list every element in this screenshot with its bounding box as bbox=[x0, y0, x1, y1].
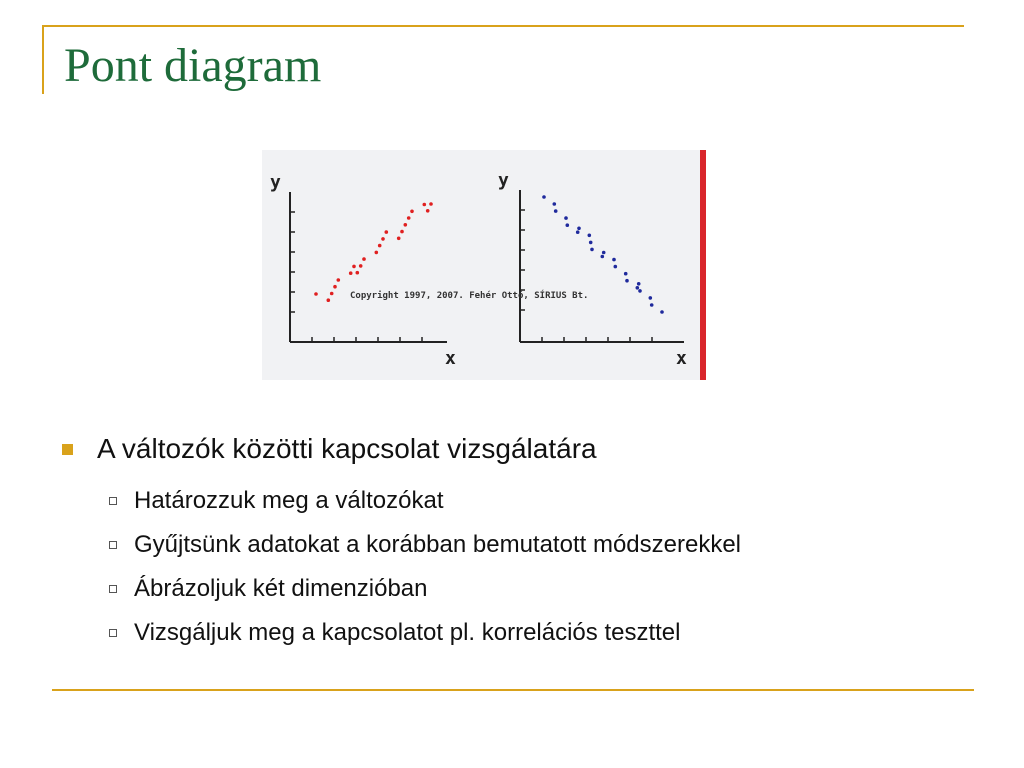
blue-scatter-point bbox=[554, 209, 558, 213]
blue-scatter-point bbox=[589, 241, 593, 245]
red-scatter-point bbox=[385, 230, 389, 234]
red-scatter-point bbox=[314, 292, 318, 296]
bullet-sub-text: Határozzuk meg a változókat bbox=[134, 487, 444, 514]
right-plot bbox=[498, 170, 687, 369]
blue-scatter-point bbox=[649, 296, 653, 300]
sub-bullet-square-icon bbox=[109, 585, 117, 593]
blue-scatter-point bbox=[636, 286, 640, 290]
red-scatter-point bbox=[359, 264, 363, 268]
red-scatter-point bbox=[349, 271, 353, 275]
red-scatter-point bbox=[375, 251, 379, 255]
bullet-sub bbox=[109, 523, 992, 567]
red-scatter-point bbox=[362, 257, 366, 261]
blue-scatter-point bbox=[660, 310, 664, 314]
blue-scatter-point bbox=[602, 251, 606, 255]
frame-top-line bbox=[42, 25, 964, 27]
bullet-list bbox=[62, 433, 992, 655]
blue-scatter-point bbox=[650, 303, 654, 307]
blue-scatter-point bbox=[637, 282, 641, 286]
red-scatter-point bbox=[423, 203, 427, 207]
red-scatter-point bbox=[356, 271, 360, 275]
left-x-label: x bbox=[445, 348, 456, 369]
bullet-sub-text: Gyűjtsünk adatokat a korábban bemutatott módszerekkel bbox=[134, 531, 742, 558]
blue-scatter-point bbox=[553, 202, 557, 206]
bullet-sub-text: Ábrázoljuk két dimenzióban bbox=[134, 575, 428, 602]
blue-scatter-point bbox=[601, 255, 605, 259]
sub-bullet-square-icon bbox=[109, 541, 117, 549]
blue-scatter-point bbox=[624, 272, 628, 276]
red-scatter-point bbox=[407, 216, 411, 220]
blue-scatter-point bbox=[614, 265, 618, 269]
red-scatter-point bbox=[337, 278, 341, 282]
figure-right-border bbox=[700, 150, 706, 380]
red-scatter-point bbox=[410, 210, 414, 214]
slide-title: Pont diagram bbox=[64, 39, 322, 92]
red-scatter-point bbox=[378, 244, 382, 248]
blue-scatter-point bbox=[576, 230, 580, 234]
right-x-label: x bbox=[676, 348, 687, 369]
red-scatter-point bbox=[330, 292, 334, 296]
scatter-figure bbox=[262, 150, 706, 380]
frame-vertical-line bbox=[42, 26, 44, 94]
bullet-sub bbox=[109, 611, 992, 655]
right-y-label: y bbox=[498, 170, 509, 191]
scatter-figure-svg bbox=[262, 150, 706, 380]
blue-scatter-point bbox=[542, 195, 546, 199]
blue-scatter-point bbox=[566, 223, 570, 227]
red-scatter-point bbox=[381, 237, 385, 241]
bullet-main-text: A változók közötti kapcsolat vizsgálatára bbox=[97, 433, 597, 464]
left-y-label: y bbox=[270, 172, 281, 193]
blue-scatter-point bbox=[590, 248, 594, 252]
red-scatter-point bbox=[352, 265, 356, 269]
blue-scatter-point bbox=[638, 289, 642, 293]
red-scatter-point bbox=[400, 230, 404, 234]
bullet-square-icon bbox=[62, 444, 73, 455]
blue-scatter-point bbox=[577, 227, 581, 231]
blue-scatter-point bbox=[588, 234, 592, 238]
red-scatter-point bbox=[397, 237, 401, 241]
figure-watermark: Copyright 1997, 2007. Fehér Ottó, SÍRIUS Bt. bbox=[350, 291, 589, 301]
bullet-sub bbox=[109, 567, 992, 611]
left-plot bbox=[270, 172, 456, 369]
red-scatter-point bbox=[333, 285, 337, 289]
blue-scatter-point bbox=[625, 279, 629, 283]
sub-bullet-square-icon bbox=[109, 629, 117, 637]
red-scatter-point bbox=[404, 223, 408, 227]
bullet-sub-text: Vizsgáljuk meg a kapcsolatot pl. korrelációs teszttel bbox=[134, 619, 681, 646]
frame-bottom-line bbox=[52, 689, 974, 691]
red-scatter-point bbox=[327, 298, 331, 302]
blue-scatter-point bbox=[612, 258, 616, 262]
blue-scatter-point bbox=[564, 216, 568, 220]
sub-bullet-square-icon bbox=[109, 497, 117, 505]
red-scatter-point bbox=[429, 202, 433, 206]
red-scatter-point bbox=[426, 209, 430, 213]
bullet-main bbox=[62, 433, 992, 465]
bullet-sub bbox=[109, 479, 992, 523]
